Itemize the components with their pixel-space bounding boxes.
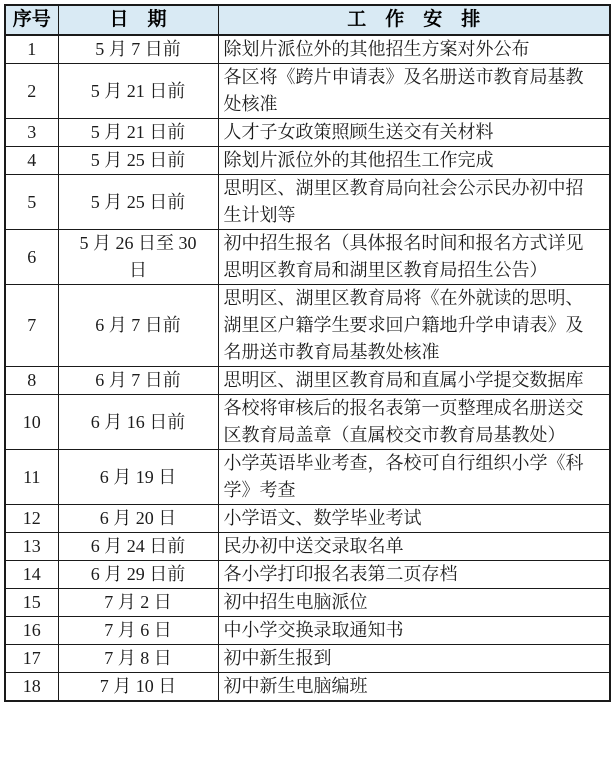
row-serial-number: 14	[5, 561, 58, 589]
row-serial-number: 18	[5, 673, 58, 702]
header-row	[5, 5, 610, 35]
row-serial-number: 10	[5, 395, 58, 450]
row-serial-number: 15	[5, 589, 58, 617]
row-serial-number: 8	[5, 367, 58, 395]
row-serial-number: 16	[5, 617, 58, 645]
row-task: 小学语文、数学毕业考试	[218, 505, 610, 533]
row-date: 6 月 16 日前	[58, 395, 218, 450]
row-serial-number: 11	[5, 450, 58, 505]
row-serial-number: 6	[5, 230, 58, 285]
row-task: 除划片派位外的其他招生工作完成	[218, 147, 610, 175]
row-date: 6 月 19 日	[58, 450, 218, 505]
row-task: 思明区、湖里区教育局将《在外就读的思明、湖里区户籍学生要求回户籍地升学申请表》及名册送市教育局基教处核准	[218, 285, 610, 367]
table-row	[5, 450, 610, 505]
row-task: 民办初中送交录取名单	[218, 533, 610, 561]
row-serial-number: 1	[5, 35, 58, 64]
row-date: 5 月 25 日前	[58, 175, 218, 230]
row-serial-number: 4	[5, 147, 58, 175]
row-date: 5 月 25 日前	[58, 147, 218, 175]
row-task: 各校将审核后的报名表第一页整理成名册送交区教育局盖章（直属校交市教育局基教处）	[218, 395, 610, 450]
table-row	[5, 230, 610, 285]
table-row	[5, 285, 610, 367]
table-row	[5, 175, 610, 230]
table-row	[5, 561, 610, 589]
table-row	[5, 147, 610, 175]
table-row	[5, 673, 610, 702]
table-row	[5, 119, 610, 147]
row-task: 初中招生报名（具体报名时间和报名方式详见思明区教育局和湖里区教育局招生公告）	[218, 230, 610, 285]
row-date: 5 月 7 日前	[58, 35, 218, 64]
row-task: 小学英语毕业考查，各校可自行组织小学《科学》考查	[218, 450, 610, 505]
row-serial-number: 2	[5, 64, 58, 119]
row-serial-number: 3	[5, 119, 58, 147]
header-serial-number: 序号	[5, 5, 58, 35]
table-row	[5, 645, 610, 673]
table-row	[5, 367, 610, 395]
row-date: 6 月 7 日前	[58, 285, 218, 367]
row-task: 中小学交换录取通知书	[218, 617, 610, 645]
row-date: 7 月 8 日	[58, 645, 218, 673]
row-serial-number: 12	[5, 505, 58, 533]
row-task: 各小学打印报名表第二页存档	[218, 561, 610, 589]
header-work-arrangement: 工 作 安 排	[218, 5, 610, 35]
header-date: 日 期	[58, 5, 218, 35]
table-row	[5, 505, 610, 533]
row-task: 除划片派位外的其他招生方案对外公布	[218, 35, 610, 64]
table-row	[5, 533, 610, 561]
row-task: 人才子女政策照顾生送交有关材料	[218, 119, 610, 147]
row-date: 6 月 7 日前	[58, 367, 218, 395]
table-row	[5, 35, 610, 64]
row-date: 5 月 26 日至 30 日	[58, 230, 218, 285]
row-task: 各区将《跨片申请表》及名册送市教育局基教处核准	[218, 64, 610, 119]
row-date: 6 月 29 日前	[58, 561, 218, 589]
row-task: 思明区、湖里区教育局和直属小学提交数据库	[218, 367, 610, 395]
row-serial-number: 13	[5, 533, 58, 561]
row-task: 思明区、湖里区教育局向社会公示民办初中招生计划等	[218, 175, 610, 230]
row-date: 7 月 6 日	[58, 617, 218, 645]
row-serial-number: 17	[5, 645, 58, 673]
row-date: 7 月 2 日	[58, 589, 218, 617]
row-serial-number: 7	[5, 285, 58, 367]
row-task: 初中招生电脑派位	[218, 589, 610, 617]
row-date: 5 月 21 日前	[58, 64, 218, 119]
table-row	[5, 617, 610, 645]
row-date: 7 月 10 日	[58, 673, 218, 702]
schedule-table-body	[5, 35, 610, 701]
row-serial-number: 5	[5, 175, 58, 230]
row-task: 初中新生报到	[218, 645, 610, 673]
row-date: 5 月 21 日前	[58, 119, 218, 147]
row-date: 6 月 20 日	[58, 505, 218, 533]
row-date: 6 月 24 日前	[58, 533, 218, 561]
enrollment-schedule-table	[4, 4, 611, 702]
table-row	[5, 64, 610, 119]
row-task: 初中新生电脑编班	[218, 673, 610, 702]
table-row	[5, 589, 610, 617]
table-row	[5, 395, 610, 450]
